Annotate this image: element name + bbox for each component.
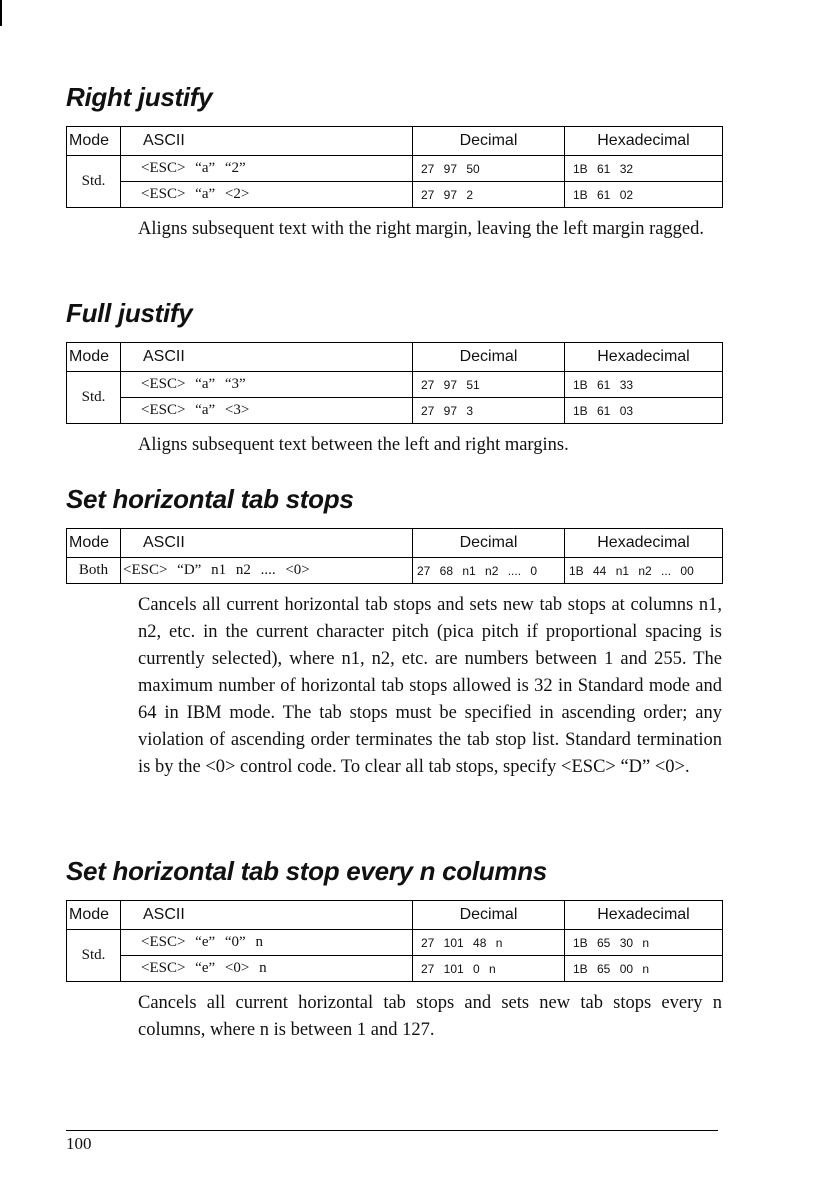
table-header-row xyxy=(67,529,723,558)
mode-cell: Both xyxy=(67,558,121,584)
header-hexadecimal: Hexadecimal xyxy=(565,127,723,156)
header-mode: Mode xyxy=(67,127,121,156)
section-right-justify xyxy=(66,78,726,243)
table-row xyxy=(67,558,723,584)
hex-cell: 1B 61 32 xyxy=(565,156,723,182)
ascii-cell: <ESC> “a” <2> xyxy=(121,182,413,208)
header-hexadecimal: Hexadecimal xyxy=(565,901,723,930)
decimal-cell: 27 101 48 n xyxy=(413,930,565,956)
table-row xyxy=(67,182,723,208)
header-ascii: ASCII xyxy=(121,127,413,156)
header-decimal: Decimal xyxy=(413,127,565,156)
table-header-row xyxy=(67,127,723,156)
hex-cell: 1B 61 02 xyxy=(565,182,723,208)
ascii-cell: <ESC> “a” <3> xyxy=(121,398,413,424)
header-decimal: Decimal xyxy=(413,529,565,558)
table-header-row xyxy=(67,901,723,930)
decimal-cell: 27 97 2 xyxy=(413,182,565,208)
command-table xyxy=(66,528,723,584)
hex-cell: 1B 44 n1 n2 ... 00 xyxy=(565,558,723,584)
header-decimal: Decimal xyxy=(413,901,565,930)
header-ascii: ASCII xyxy=(121,529,413,558)
hex-cell: 1B 65 30 n xyxy=(565,930,723,956)
section-description: Aligns subsequent text between the left and right margins. xyxy=(138,435,569,455)
header-hexadecimal: Hexadecimal xyxy=(565,343,723,372)
table-row xyxy=(67,930,723,956)
mode-cell: Std. xyxy=(67,156,121,208)
header-mode: Mode xyxy=(67,901,121,930)
command-table xyxy=(66,900,723,982)
mode-cell: Std. xyxy=(67,930,121,982)
margin-mark xyxy=(0,0,2,26)
section-title: Full justify xyxy=(66,298,193,328)
header-mode: Mode xyxy=(67,343,121,372)
table-row xyxy=(67,156,723,182)
section-description: Cancels all current horizontal tab stops and sets new tab stops at columns n1, n2, etc. in the current character pitch (pica pitch if proportional spacing is currently selected), where n1, n2, etc. are numbers between 1 and 255. The maximum number of horizontal tab stops allowed is 32 in Standard mode and 64 in IBM mode. The tab stops must be specified in ascending order; any violation of ascending order terminates the tab stop list. Standard termination is by the <0> control code. To clear all tab stops, specify <ESC> “D” <0>. xyxy=(138,595,722,777)
section-title: Right justify xyxy=(66,82,213,112)
hex-cell: 1B 65 00 n xyxy=(565,956,723,982)
decimal-cell: 27 97 50 xyxy=(413,156,565,182)
decimal-cell: 27 101 0 n xyxy=(413,956,565,982)
table-row xyxy=(67,372,723,398)
table-header-row xyxy=(67,343,723,372)
ascii-cell: <ESC> “a” “3” xyxy=(121,372,413,398)
header-ascii: ASCII xyxy=(121,901,413,930)
section-full-justify xyxy=(66,294,726,459)
section-description: Cancels all current horizontal tab stops and sets new tab stops every n columns, where n is between 1 and 127. xyxy=(138,993,722,1040)
section-set-horizontal-tab-stops xyxy=(66,480,726,781)
command-table xyxy=(66,342,723,424)
decimal-cell: 27 68 n1 n2 .... 0 xyxy=(413,558,565,584)
table-row xyxy=(67,398,723,424)
section-tab-stop-every-n-columns xyxy=(66,852,726,1044)
decimal-cell: 27 97 51 xyxy=(413,372,565,398)
header-decimal: Decimal xyxy=(413,343,565,372)
header-hexadecimal: Hexadecimal xyxy=(565,529,723,558)
ascii-cell: <ESC> “e” “0” n xyxy=(121,930,413,956)
section-title: Set horizontal tab stops xyxy=(66,484,354,514)
command-table xyxy=(66,126,723,208)
decimal-cell: 27 97 3 xyxy=(413,398,565,424)
ascii-cell: <ESC> “a” “2” xyxy=(121,156,413,182)
section-description: Aligns subsequent text with the right margin, leaving the left margin ragged. xyxy=(138,219,705,239)
hex-cell: 1B 61 33 xyxy=(565,372,723,398)
ascii-cell: <ESC> “e” <0> n xyxy=(121,956,413,982)
section-title: Set horizontal tab stop every n columns xyxy=(66,856,547,886)
mode-cell: Std. xyxy=(67,372,121,424)
ascii-cell: <ESC> “D” n1 n2 .... <0> xyxy=(121,558,413,584)
header-ascii: ASCII xyxy=(121,343,413,372)
table-row xyxy=(67,956,723,982)
hex-cell: 1B 61 03 xyxy=(565,398,723,424)
footer-divider xyxy=(66,1130,718,1131)
page-number: 100 xyxy=(66,1134,92,1153)
header-mode: Mode xyxy=(67,529,121,558)
